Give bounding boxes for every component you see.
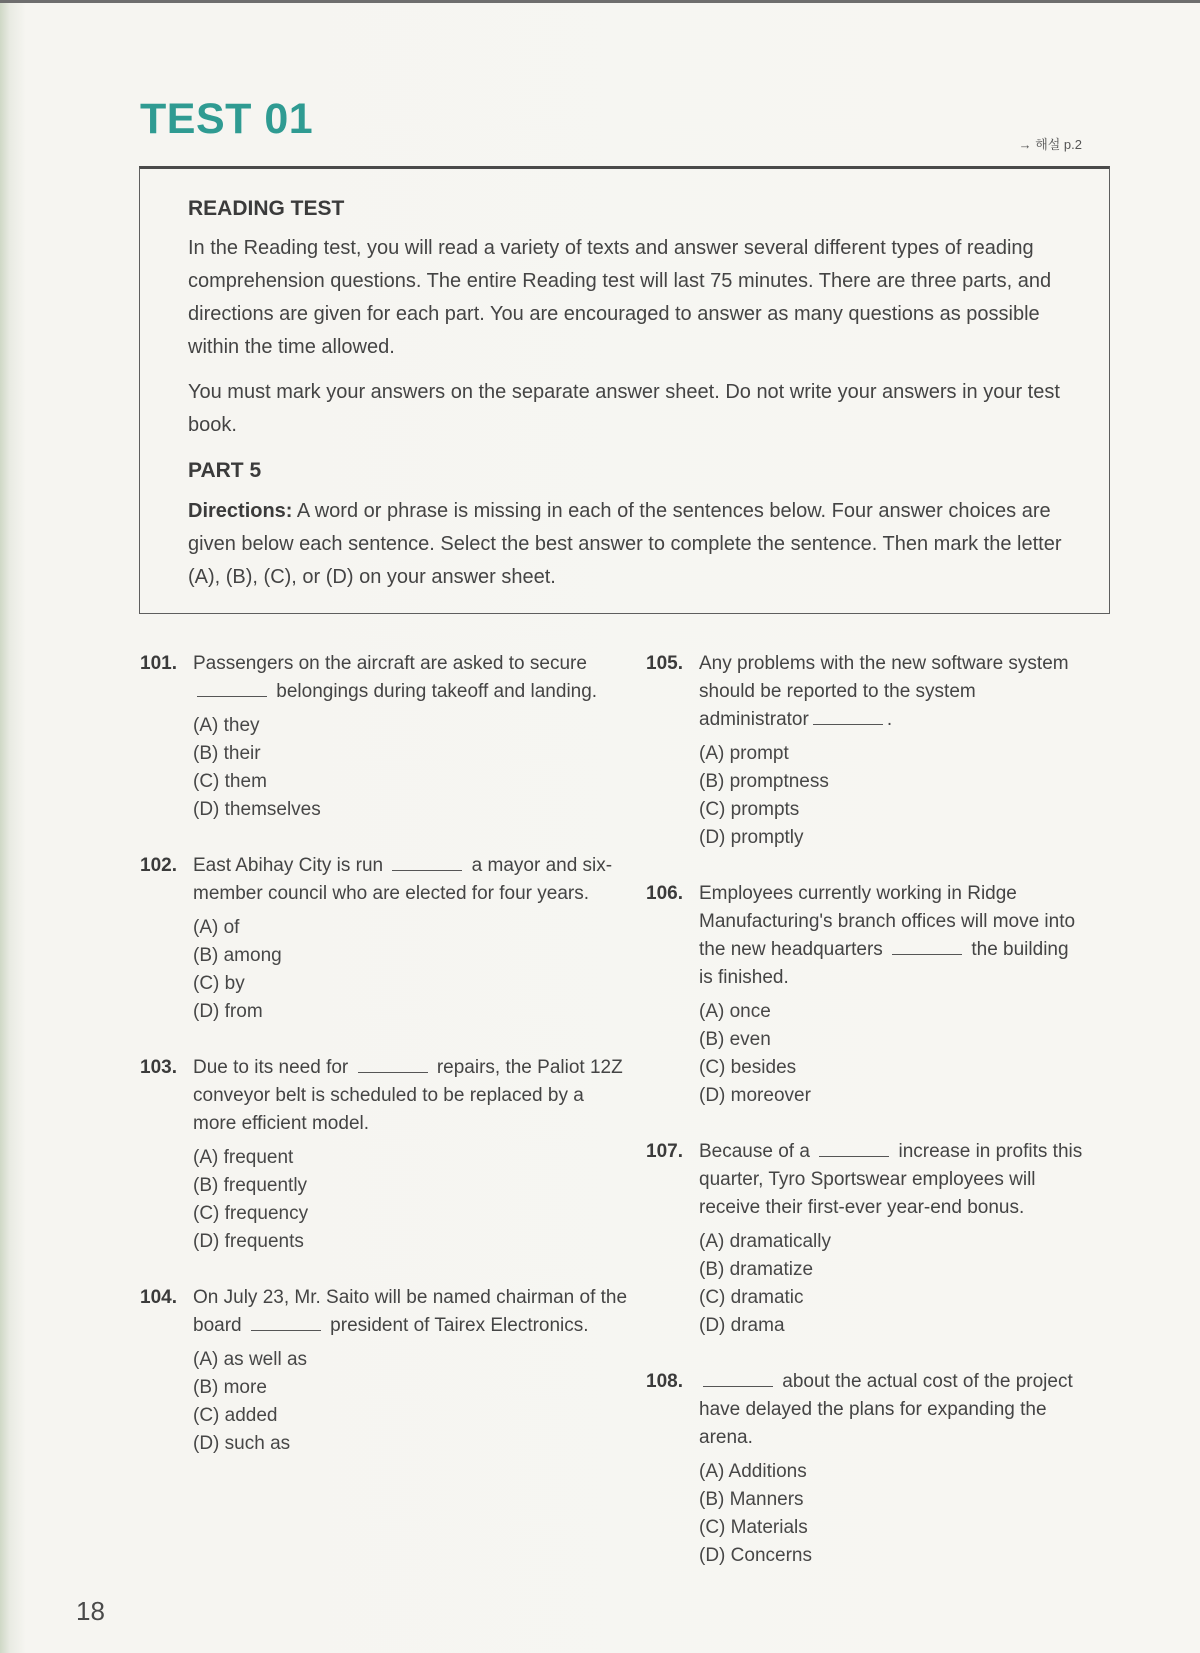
answer-options [699,998,1096,1110]
stem-before: East Abihay City is run [193,855,384,876]
answer-options [699,1228,1096,1340]
option-c[interactable]: (C) besides [699,1057,797,1078]
option-a[interactable]: (A) frequent [193,1147,294,1168]
option-c[interactable]: (C) dramatic [699,1287,804,1308]
stem-before: Passengers on the aircraft are asked to secure [193,653,587,674]
option-b[interactable]: (B) promptness [699,771,829,792]
option-c[interactable]: (C) Materials [699,1517,808,1538]
option-a[interactable]: (A) as well as [193,1349,308,1370]
stem-after: increase in profits this quarter, Tyro Sportswear employees will receive their first-ever year-end bonus. [699,1141,1083,1218]
question-101 [140,650,642,824]
answer-reference: → 해설 p.2 [1018,137,1082,152]
question-stem [699,650,1096,734]
question-stem [193,650,642,706]
stem-before: Any problems with the new software system should be reported to the system administrator [699,653,1069,730]
stem-after: belongings during takeoff and landing. [276,681,598,702]
reading-test-heading: READING TEST [188,197,345,220]
question-107 [646,1138,1096,1340]
option-c[interactable]: (C) added [193,1405,278,1426]
answer-blank [892,936,962,955]
question-stem [699,880,1096,992]
questions-area [140,650,1100,1598]
reading-test-paragraph-2: You must mark your answers on the separate answer sheet. Do not write your answers in your test book. [188,381,1060,437]
question-number: 107. [646,1141,683,1162]
part-directions [188,495,1064,594]
stem-before: Employees currently working in Ridge Manufacturing's branch offices will move into the new headquarters [699,883,1076,960]
stem-after: president of Tairex Electronics. [330,1315,589,1336]
answer-blank [251,1312,321,1331]
question-number: 108. [646,1371,683,1392]
question-number: 102. [140,855,177,876]
stem-before: On July 23, Mr. Saito will be named chairman of the board [193,1287,628,1336]
option-a[interactable]: (A) they [193,715,260,736]
answer-options [193,1144,642,1256]
option-d[interactable]: (D) frequents [193,1231,304,1252]
answer-blank [392,852,462,871]
directions-text: A word or phrase is missing in each of the sentences below. Four answer choices are given below each sentence. Select the best answer to complete the sentence. Then mark the letter (A), (B), (C), or (D) on your answer sheet. [188,500,1062,589]
option-d[interactable]: (D) moreover [699,1085,811,1106]
question-number: 105. [646,653,683,674]
option-c[interactable]: (C) by [193,973,245,994]
reading-test-paragraph-1: In the Reading test, you will read a variety of texts and answer several different types of reading comprehension questions. The entire Reading test will last 75 minutes. There are three parts, and directions are given for each part. You are encouraged to answer as many questions as possible within the time allowed. [188,237,1052,359]
option-b[interactable]: (B) frequently [193,1175,308,1196]
page-number: 18 [76,1596,105,1626]
option-c[interactable]: (C) prompts [699,799,800,820]
stem-after: repairs, the Paliot 12Z conveyor belt is scheduled to be replaced by a more efficient model. [193,1057,623,1134]
question-stem [193,1054,642,1138]
answer-options [699,740,1096,852]
option-d[interactable]: (D) Concerns [699,1545,812,1566]
answer-options [699,1458,1096,1570]
page-title: TEST 01 [140,95,314,143]
question-number: 103. [140,1057,177,1078]
stem-after: . [886,709,893,730]
option-d[interactable]: (D) promptly [699,827,804,848]
directions-label: Directions: [188,500,293,523]
question-108 [646,1368,1096,1570]
question-stem [193,852,642,908]
option-a[interactable]: (A) Additions [699,1461,807,1482]
option-a[interactable]: (A) once [699,1001,771,1022]
answer-blank [703,1368,773,1387]
option-b[interactable]: (B) among [193,945,282,966]
directions-box [139,166,1110,614]
answer-blank [358,1054,428,1073]
answer-options [193,712,642,824]
questions-column-left [140,650,642,1598]
stem-after: a mayor and six-member council who are elected for four years. [193,855,613,904]
question-102 [140,852,642,1026]
question-104 [140,1284,642,1458]
option-b[interactable]: (B) dramatize [699,1259,814,1280]
option-a[interactable]: (A) prompt [699,743,789,764]
question-number: 104. [140,1287,177,1308]
option-d[interactable]: (D) themselves [193,799,321,820]
option-b[interactable]: (B) more [193,1377,267,1398]
option-b[interactable]: (B) even [699,1029,771,1050]
page-top-edge [0,0,1200,3]
stem-after: about the actual cost of the project have delayed the plans for expanding the arena. [699,1371,1073,1448]
answer-blank [819,1138,889,1157]
stem-before: Because of a [699,1141,810,1162]
option-b[interactable]: (B) Manners [699,1489,804,1510]
option-b[interactable]: (B) their [193,743,261,764]
option-d[interactable]: (D) from [193,1001,263,1022]
question-106 [646,880,1096,1110]
question-number: 106. [646,883,683,904]
stem-before: Due to its need for [193,1057,349,1078]
answer-options [193,914,642,1026]
question-stem [699,1138,1096,1222]
option-a[interactable]: (A) dramatically [699,1231,831,1252]
option-c[interactable]: (C) them [193,771,267,792]
questions-column-right [642,650,1096,1598]
option-d[interactable]: (D) such as [193,1433,291,1454]
question-stem [699,1368,1096,1452]
question-105 [646,650,1096,852]
part-heading: PART 5 [188,459,262,483]
question-stem [193,1284,642,1340]
option-c[interactable]: (C) frequency [193,1203,309,1224]
question-103 [140,1054,642,1256]
question-number: 101. [140,653,177,674]
answer-blank [197,678,267,697]
option-d[interactable]: (D) drama [699,1315,785,1336]
answer-blank [813,706,883,725]
answer-options [193,1346,642,1458]
option-a[interactable]: (A) of [193,917,240,938]
stem-after: the building is finished. [699,939,1069,988]
